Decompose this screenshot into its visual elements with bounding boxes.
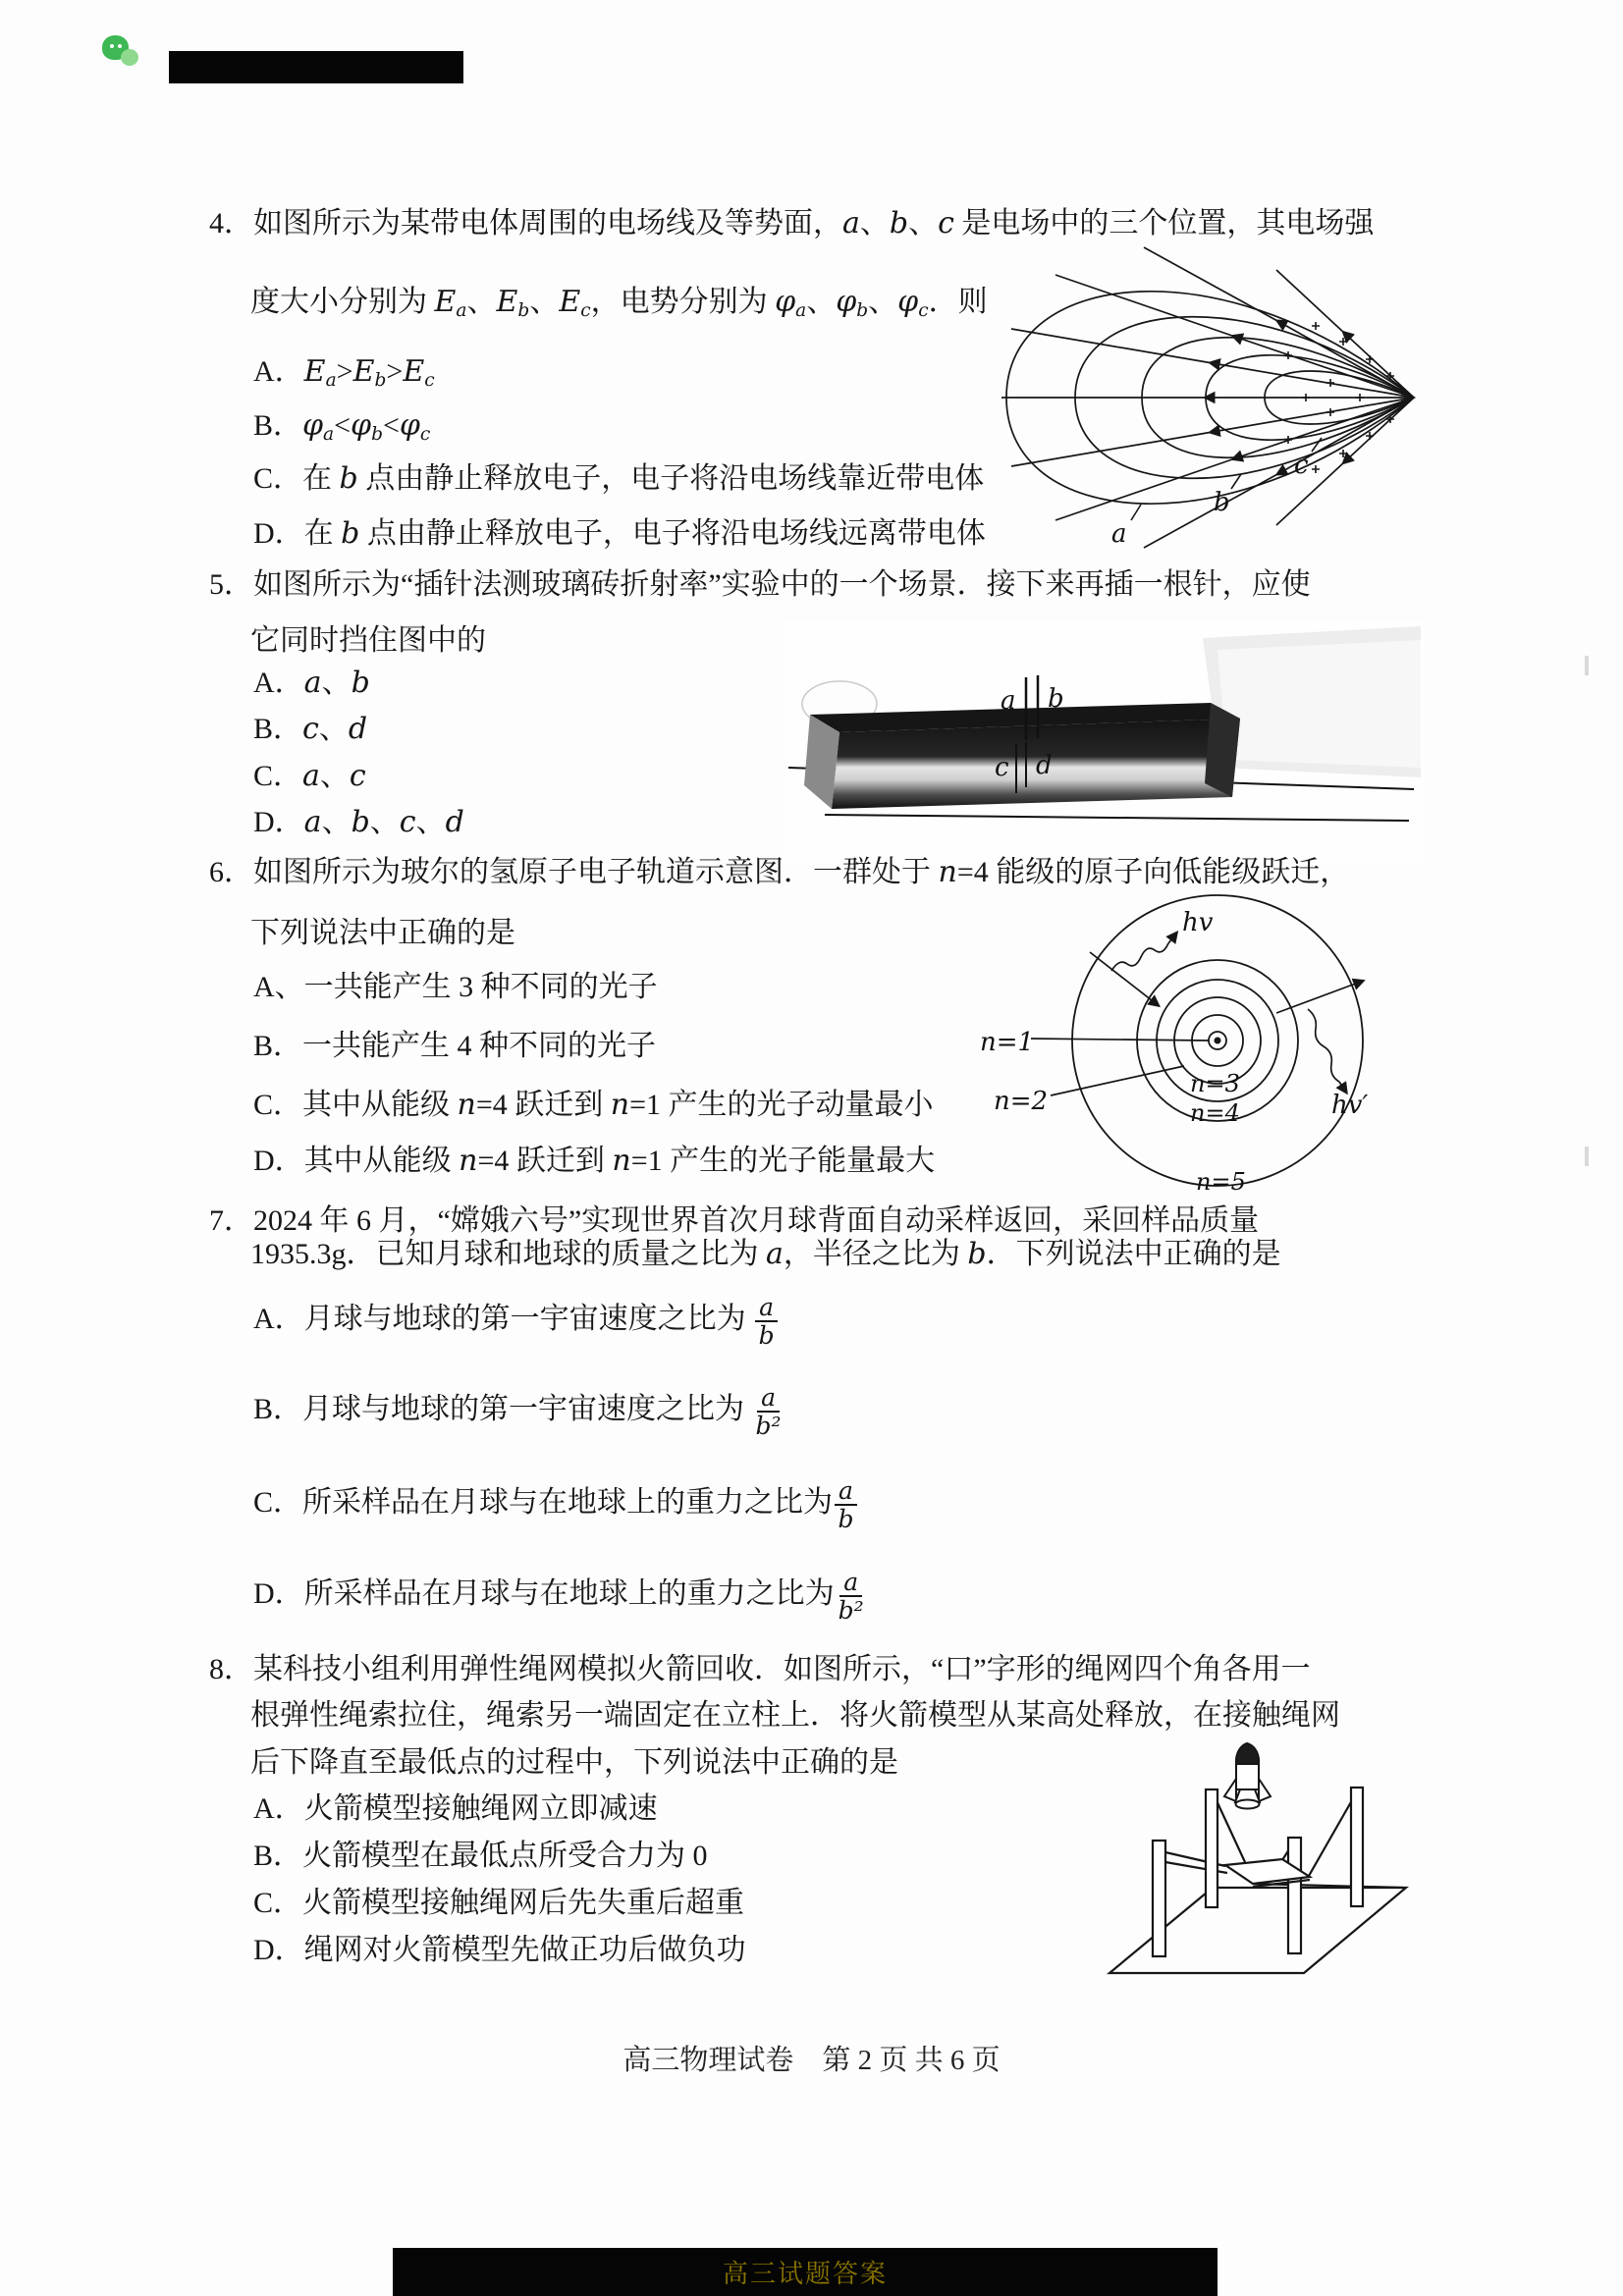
- answer-banner-label: 高三试题答案: [722, 2260, 888, 2288]
- electric-field-diagram: [982, 236, 1434, 560]
- page-footer: 高三物理试卷 第 2 页 共 6 页: [622, 2045, 1001, 2076]
- orbit-label-n4: n=4: [1190, 1099, 1240, 1127]
- nucleus-dot: [1215, 1038, 1221, 1044]
- q7-option-b: B．月球与地球的第一宇宙速度之比为 $\frac{a}{\text{b²}}$: [253, 1383, 782, 1440]
- q6-option-b: B．一共能产生 4 种不同的光子: [253, 1030, 657, 1062]
- glass-brick-photo: [781, 620, 1424, 864]
- q6-line-2: 下列说法中正确的是: [250, 917, 515, 949]
- bohr-orbit-diagram: [972, 874, 1414, 1198]
- q4-line-2: 度大小分别为 Ea、Eb、Ec，电势分别为 φa、φb、φc．则: [250, 285, 988, 322]
- q4-option-d: D．在 b 点由静止释放电子，电子将沿电场线远离带电体: [253, 516, 986, 551]
- logo-dot: [118, 44, 122, 48]
- q6-line-1: 6．如图所示为玻尔的氢原子电子轨道示意图．一群处于 n=4 能级的原子向低能级跃迁，: [209, 855, 1350, 889]
- field-label-c: c: [1294, 451, 1309, 480]
- q4-line-1: 4．如图所示为某带电体周围的电场线及等势面，a、b、c 是电场中的三个位置，其电场强: [209, 206, 1375, 240]
- rocket-net-diagram: [1080, 1737, 1473, 2032]
- pin-label-b: b: [1048, 684, 1064, 714]
- answer-banner: [393, 2248, 1217, 2296]
- orbit-label-n2: n=2: [994, 1087, 1049, 1116]
- q8-line-1: 8．某科技小组利用弹性绳网模拟火箭回收．如图所示，“口”字形的绳网四个角各用一: [209, 1653, 1311, 1685]
- q5-option-c: C．a、c: [253, 759, 366, 793]
- pin-label-c: c: [995, 753, 1009, 782]
- q8-line-2: 根弹性绳索拉住，绳索另一端固定在立柱上．将火箭模型从某高处释放，在接触绳网: [250, 1699, 1340, 1732]
- logo-dot: [110, 44, 114, 48]
- field-label-b: b: [1214, 488, 1230, 517]
- rocket-model: [1224, 1743, 1271, 1809]
- photon-label-hv: hv: [1182, 908, 1214, 937]
- q5-option-b: B．c、d: [253, 712, 368, 746]
- q5-line-1: 5．如图所示为“插针法测玻璃砖折射率”实验中的一个场景．接下来再插一根针，应使: [209, 568, 1311, 601]
- q8-option-c: C．火箭模型接触绳网后先失重后超重: [253, 1887, 745, 1919]
- q8-option-b: B．火箭模型在最低点所受合力为 0: [253, 1840, 708, 1872]
- q6-option-a: A、一共能产生 3 种不同的光子: [253, 971, 658, 1003]
- q5-option-a: A．a、b: [253, 666, 370, 700]
- q7-line-1: 7．2024 年 6 月，“嫦娥六号”实现世界首次月球背面自动采样返回，采回样品质量: [209, 1204, 1260, 1237]
- q6-option-c: C．其中从能级 n=4 跃迁到 n=1 产生的光子动量最小: [253, 1088, 934, 1122]
- orbit-label-n3: n=3: [1190, 1070, 1240, 1097]
- photon-label-hv-prime: hv′: [1331, 1091, 1369, 1120]
- q6-option-d: D．其中从能级 n=4 跃迁到 n=1 产生的光子能量最大: [253, 1144, 936, 1178]
- orbit-label-n1: n=1: [980, 1028, 1035, 1057]
- pin-label-d: d: [1036, 751, 1053, 780]
- q5-line-2: 它同时挡住图中的: [250, 624, 486, 657]
- q7-option-c: C．所采样品在月球与在地球上的重力之比为 $\frac{a}{b}$: [253, 1477, 859, 1532]
- q8-option-d: D．绳网对火箭模型先做正功后做负功: [253, 1934, 746, 1966]
- q4-option-a: A．Ea>Eb>Ec: [253, 354, 435, 392]
- orbit-label-n5: n=5: [1196, 1168, 1246, 1196]
- q7-option-a: A．月球与地球的第一宇宙速度之比为 $\frac{a}{b}$: [253, 1294, 780, 1349]
- q8-option-a: A．火箭模型接触绳网立即减速: [253, 1792, 658, 1825]
- redaction-bar: [169, 51, 463, 83]
- q7-option-d: D．所采样品在月球与在地球上的重力之比为 $\frac{a}{\text{b²}}$: [253, 1568, 864, 1625]
- q5-option-d: D．a、b、c、d: [253, 805, 464, 839]
- pin-label-a: a: [1001, 686, 1016, 716]
- field-label-a: a: [1111, 519, 1127, 549]
- q7-line-2: 1935.3g．已知月球和地球的质量之比为 a，半径之比为 b．下列说法中正确的是: [250, 1237, 1281, 1271]
- q8-line-3: 后下降直至最低点的过程中，下列说法中正确的是: [250, 1746, 898, 1779]
- app-logo-icon: [102, 35, 145, 79]
- scan-artifact: [1585, 1147, 1589, 1166]
- scan-artifact: [1585, 656, 1589, 675]
- chat-bubble-small-icon: [121, 49, 138, 66]
- q4-option-c: C．在 b 点由静止释放电子，电子将沿电场线靠近带电体: [253, 461, 985, 496]
- q4-option-b: B．φa<φb<φc: [253, 408, 431, 446]
